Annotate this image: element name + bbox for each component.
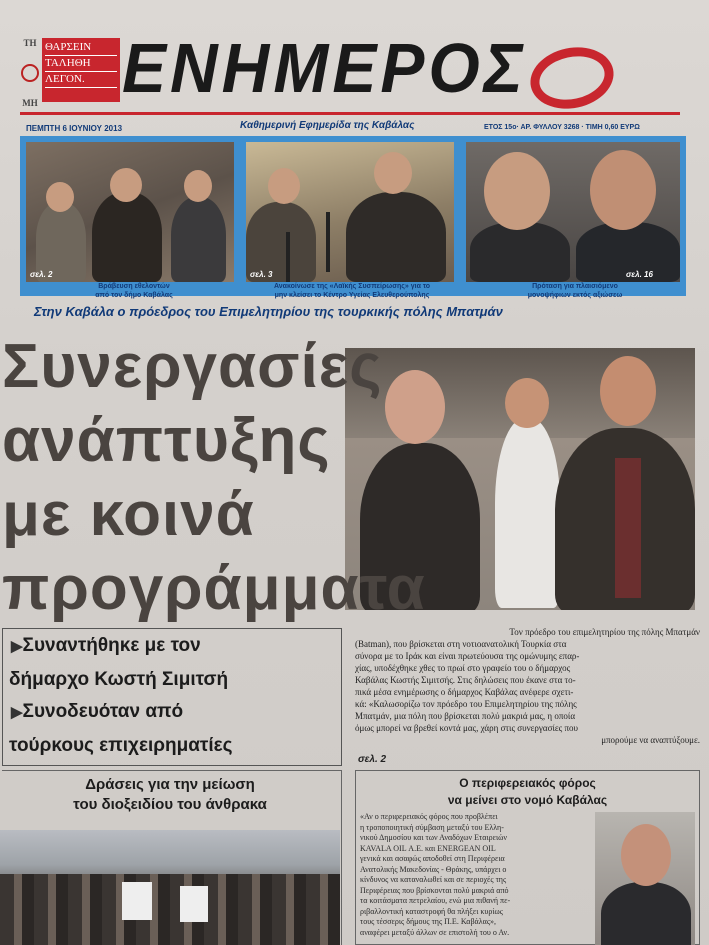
top-story-caption: Πρόταση για πλαισιόμενο μονοψήφιων εκτός αξιώσεω [527,283,623,299]
top-story-photo [466,142,680,282]
top-story-photo [246,142,454,282]
top-story-caption: Βράβευση εθελοντών από τον δήμο Καβάλας [95,283,173,299]
highlight-bullet-cont: τούρκους επιχειρηματίες [9,735,233,756]
tax-story-body: «Αν ο περιφερειακός φόρος που προβλέπει η τροποποιητική σύμβαση μεταξύ του Ελλη- νικού Δημοσίου και των Αναδόχων Εταιρειών KAVALA OIL Α.Ε. και ENERGEAN OIL γενικά και ασαφώς αποδοθεί στη Περιφέρεια Ανατολικής Μακεδονίας - Θράκης, υπάρχει ο κίνδυνος να καταναλωθεί και σε περιοχές της Περιφέρειας που βρίσκονται πολύ μακριά από τα κοιτάσματα πετρελαίου, ενώ μια πιθανή πε- ριβαλλοντική καταστροφή θα πλήξει κυρίως τους τέσσερις δήμους της Π.Ε. Καβάλας», αναφέρει μεταξύ άλλων σε επιστολή του ο Αν. [360,812,511,937]
co2-story-title: του διοξειδίου του άνθρακα [73,796,267,813]
highlight-bullet-cont: δήμαρχο Κωστή Σιμιτσή [9,669,229,690]
lead-kicker: Στην Καβάλα ο πρόεδρος του Επιμελητηρίου της τουρκικής πόλης Μπατμάν [34,304,503,319]
lead-article-body: Τον πρόεδρο του επιμελητηρίου της πόλης Μπατμάν (Batman), που βρίσκεται στη νοτιοανατολική Τουρκία στα σύνορα με το Ιράκ και είναι πρωτεύουσα της ομώνυμης επαρ- χίας, υποδέχθηκε χθες το πρωί στο γραφείο του ο δήμαρχος Καβάλας Κωστής Σιμιτσής. Στις δηλώσεις που έκανε στα το- πικά μέσα ενημέρωσης ο δήμαρχος Καβάλας ανέφερε σχετι- κά: «Καλωσορίζω τον πρόεδρο του Επιμελητηρίου της πόλης Μπατμάν, μια πόλη που βρίσκεται πολύ μακριά μας, η οποία όμως μπορεί να βρεθεί κοντά μας, χάρη στις συνεργασίες που μπορούμε να αναπτύξουμε. [355,627,700,745]
headline-line: Συνεργασίες [2,332,383,401]
masthead-seal [20,38,40,108]
co2-story-title: Δράσεις για την μείωση [85,776,255,793]
motto-line: ΘΑΡΣΕΙΝ [45,40,117,56]
top-stories-band [20,136,686,299]
top-story-caption: Ανακοίνωσε της «Λαϊκής Συσπείρωσης» για το μην κλείσει το Κέντρο Υγείας Ελευθερούπολης [273,283,431,299]
co2-story-photo [0,830,340,945]
headline-line: προγράμματα [2,554,426,623]
triangle-bullet-icon: ▶ [11,638,23,655]
newspaper-title: ΕΝΗΜΕΡΟΣ [122,29,527,107]
top-story-page-ref: σελ. 2 [30,270,53,279]
seal-text-top: ΤΗ [23,38,37,48]
masthead-rule [20,112,680,115]
highlight-bullet: ▶Συνοδευόταν από [11,701,184,722]
top-story-photo [26,142,234,282]
lead-headline [2,330,426,626]
issue-date: ΠΕΜΠΤΗ 6 ΙΟΥΝΙΟΥ 2013 [26,124,123,133]
seal-emblem-icon [21,64,39,82]
tax-story-title: να μείνει στο νομό Καβάλας [447,793,608,807]
triangle-bullet-icon: ▶ [11,704,23,721]
tax-story-title: Ο περιφερειακός φόρος [459,776,596,790]
tax-story-photo [595,812,695,945]
motto-line: ΛΕΓΟΝ. [45,72,117,88]
newspaper-subtitle: Καθημερινή Εφημερίδα της Καβάλας [240,120,415,131]
masthead-motto [42,38,120,102]
logo-ring-decoration [525,40,620,116]
headline-line: με κοινά [2,480,255,549]
highlight-bullet: ▶Συναντήθηκε με τον [11,635,201,656]
lead-highlights-box [2,628,342,766]
lead-page-ref: σελ. 2 [358,754,387,765]
motto-line: ΤΑΛΗΘΗ [45,56,117,72]
top-story-page-ref: σελ. 16 [626,270,653,279]
top-story-page-ref: σελ. 3 [250,270,273,279]
headline-line: ανάπτυξης [2,406,331,475]
seal-text-bottom: ΜΗ [22,98,38,108]
issue-info: ΕΤΟΣ 15ο· ΑΡ. ΦΥΛΛΟΥ 3268 · ΤΙΜΗ 0,60 ΕΥΡΩ [484,124,640,131]
